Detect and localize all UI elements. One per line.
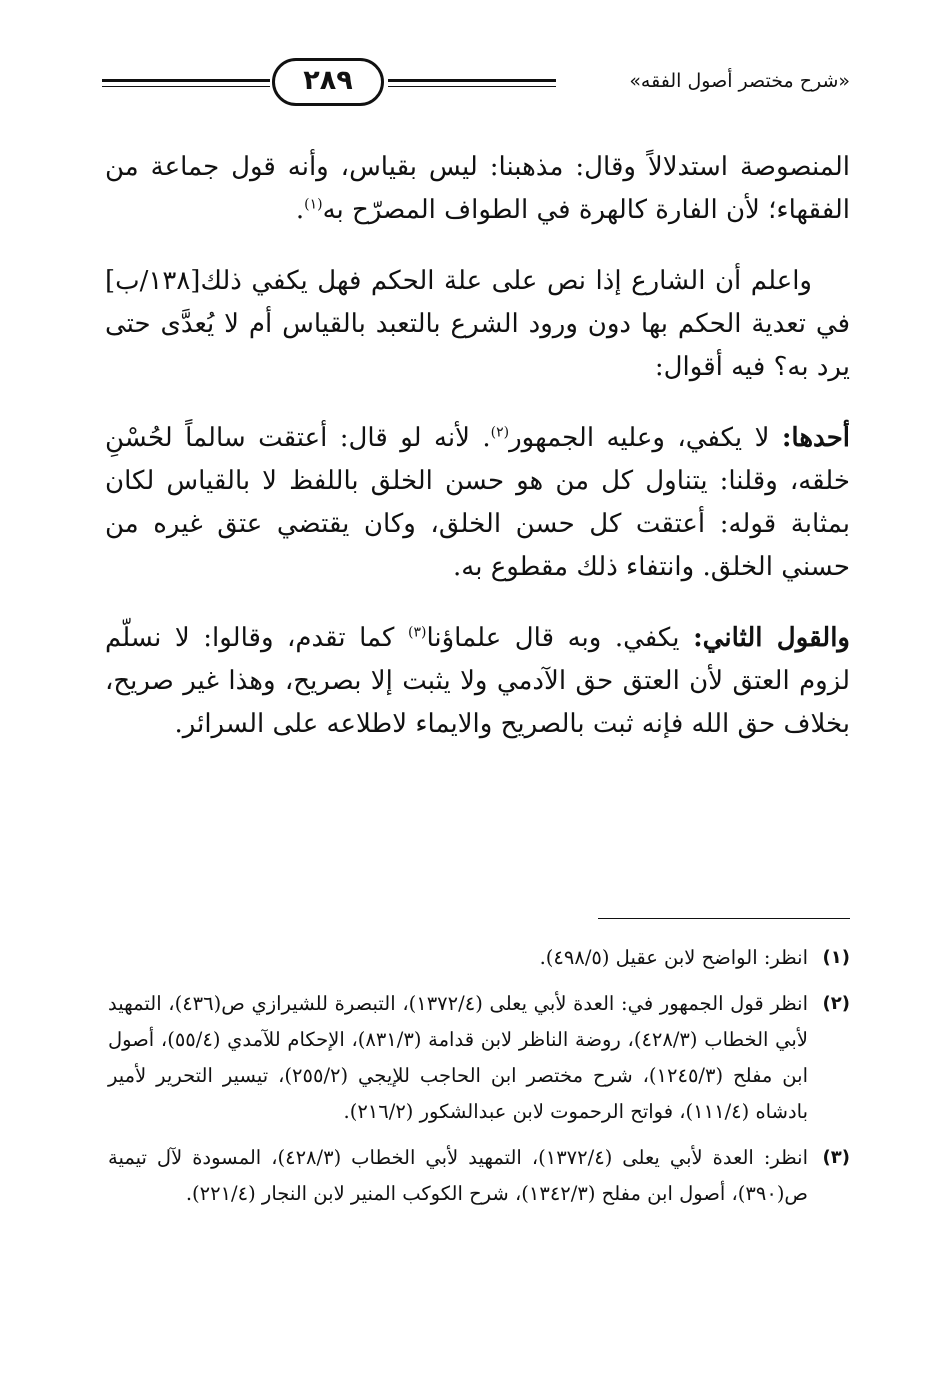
footnote-separator: [598, 918, 850, 919]
paragraph-tail: كما تقدم، وقالوا: لا نسلّم لزوم العتق لأن العتق حق الآدمي ولا يثبت إلا بصريح، وهذا غير صريح، بخلاف حق الله فإنه ثبت بالصريح والايماء لاطلاعه على السرائر.: [105, 623, 850, 739]
paragraph-3: [105, 417, 850, 589]
paragraph-tail: .: [295, 195, 305, 225]
paragraph-lead: والقول الثاني:: [693, 623, 850, 653]
footnote-text: انظر قول الجمهور في: العدة لأبي يعلى (١٣٧٢/٤)، التبصرة للشيرازي ص(٤٣٦)، التمهيد لأبي الخطاب (٤٢٨/٣)، روضة الناظر لابن قدامة (٨٣١/٣)، الإحكام للآمدي (٥٥/٤)، أصول ابن مفلح (١٢٤٥/٣)، شرح مختصر ابن الحاجب للإيجي (٢٥٥/٢)، تيسير التحرير لأمير بادشاه (١١١/٤)، فواتح الرحموت لابن عبدالشكور (٢١٦/٢).: [108, 992, 808, 1123]
footnote-ref-2[interactable]: (٢): [490, 424, 510, 441]
footnote-ref-3[interactable]: (٣): [407, 624, 427, 641]
paragraph-text: يكفي. وبه قال علماؤنا: [426, 623, 694, 653]
paragraph-lead: أحدها:: [781, 423, 851, 453]
footnote-number: (١): [822, 947, 850, 968]
footnotes: [108, 940, 850, 1222]
paragraph-tail: . لأنه لو قال: أعتقت سالماً لحُسْنِ خلقه، وقلنا: يتناول كل من هو حسن الخلق باللفظ لا بالقياس لكان بمثابة قوله: أعتقت كل حسن الخلق، وكان يقتضي عتق غيره من حسني الخلق. وانتفاء ذلك مقطوع به.: [105, 423, 850, 582]
main-text: [105, 146, 850, 774]
page-header: [100, 52, 850, 112]
paragraph-2: [105, 260, 850, 389]
running-title: «شرح مختصر أصول الفقه»: [629, 70, 850, 92]
header-rule-left: [102, 79, 270, 87]
paragraph-text: واعلم أن الشارع إذا نص على علة الحكم فهل يكفي ذلك[١٣٨/ب] في تعدية الحكم بها دون ورود الشرع بالتعبد بالقياس أم لا يُعدَّى حتى يرد به؟ فيه أقوال:: [105, 266, 850, 382]
footnote-number: (٢): [822, 993, 850, 1014]
footnote-3: [108, 1140, 850, 1212]
footnote-text: انظر: العدة لأبي يعلى (١٣٧٢/٤)، التمهيد لأبي الخطاب (٤٢٨/٣)، المسودة لآل تيمية ص(٣٩٠)، أصول ابن مفلح (١٣٤٢/٣)، شرح الكوكب المنير لابن النجار (٢٢١/٤).: [108, 1146, 808, 1205]
page-number: ٢٨٩: [272, 58, 384, 106]
paragraph-4: [105, 617, 850, 746]
paragraph-text: المنصوصة استدلالاً وقال: مذهبنا: ليس بقياس، وأنه قول جماعة من الفقهاء؛ لأن الفارة كالهرة في الطواف المصرّح به: [105, 152, 850, 225]
footnote-2: [108, 986, 850, 1130]
footnote-text: انظر: الواضح لابن عقيل (٤٩٨/٥).: [539, 946, 808, 969]
paragraph-1: [105, 146, 850, 232]
footnote-ref-1[interactable]: (١): [304, 196, 323, 213]
paragraph-text: لا يكفي، وعليه الجمهور: [509, 423, 782, 453]
footnote-1: [108, 940, 850, 976]
header-rule-right: [388, 79, 556, 87]
footnote-number: (٣): [822, 1147, 850, 1168]
